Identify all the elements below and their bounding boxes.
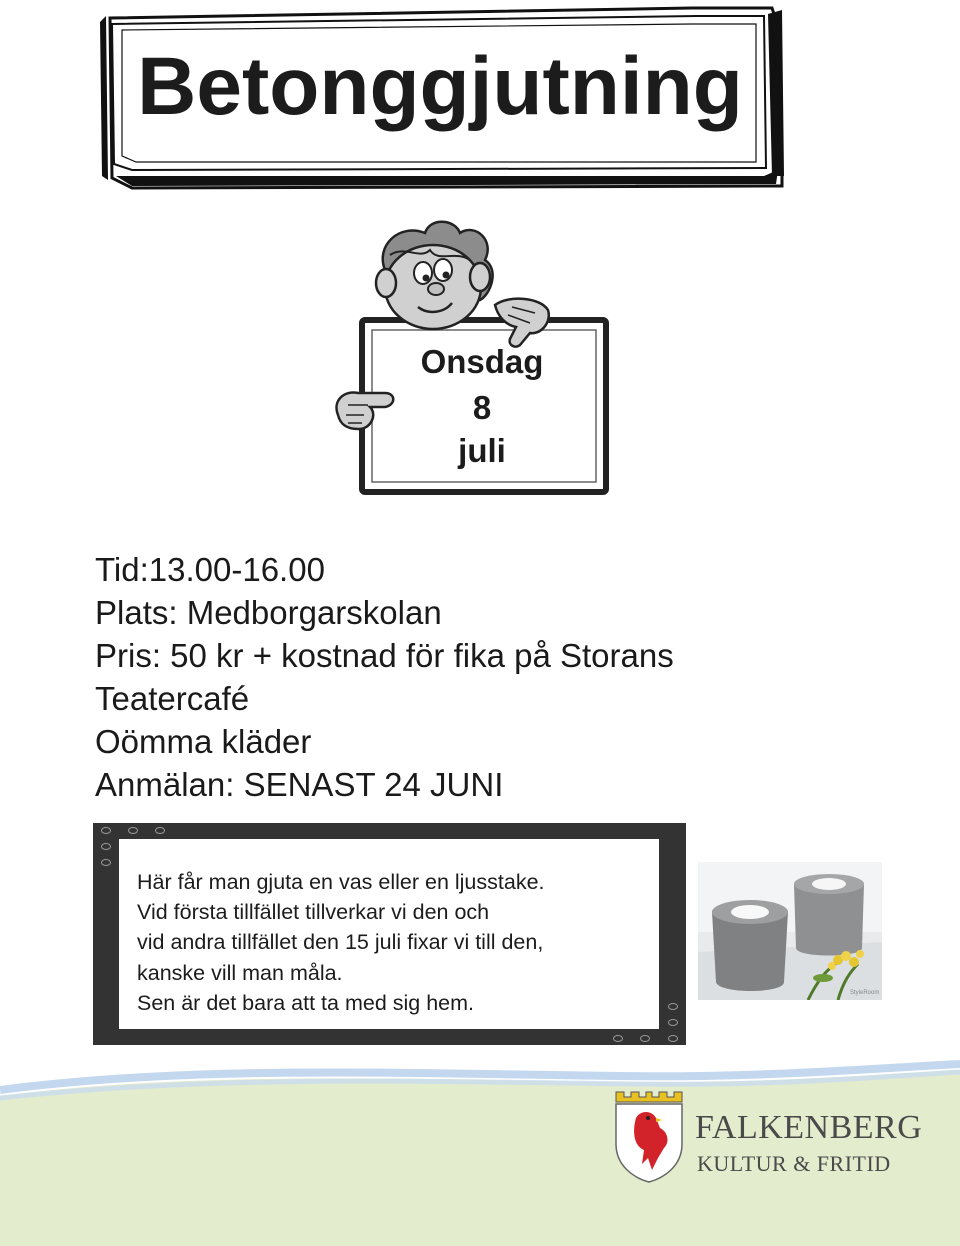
photo-caption: StyleRoom <box>850 990 880 996</box>
page-title: Betonggjutning <box>137 41 743 132</box>
info-price-cont: Teatercafé <box>95 680 250 717</box>
binder-ring-icon <box>101 859 111 866</box>
binder-ring-icon <box>101 827 111 834</box>
info-place: Plats: Medborgarskolan <box>95 594 442 631</box>
logo-subtitle: KULTUR & FRITID <box>697 1151 891 1176</box>
description-line: vid andra tillfället den 15 juli fixar vi till den, <box>137 930 544 955</box>
binder-ring-icon <box>613 1035 623 1042</box>
binder-ring-icon <box>668 1035 678 1042</box>
info-time: Tid:13.00-16.00 <box>95 551 325 588</box>
binder-ring-icon <box>640 1035 650 1042</box>
description-line: kanske vill man måla. <box>137 960 343 985</box>
date-day: 8 <box>472 389 492 426</box>
falkenberg-coat-of-arms-icon <box>612 1088 686 1184</box>
date-month: juli <box>458 432 506 469</box>
binder-ring-icon <box>155 827 165 834</box>
candle-holder-photo <box>698 862 882 1000</box>
event-info <box>95 548 915 806</box>
description-line: Sen är det bara att ta med sig hem. <box>137 990 475 1015</box>
description-line: Vid första tillfället tillverkar vi den och <box>137 900 490 925</box>
info-clothes: Oömma kläder <box>95 723 312 760</box>
info-signup: Anmälan: SENAST 24 JUNI <box>95 766 504 803</box>
description-line: Här får man gjuta en vas eller en ljusstake. <box>137 870 545 894</box>
binder-ring-icon <box>101 843 111 850</box>
binder-ring-icon <box>128 827 138 834</box>
logo-name: FALKENBERG <box>695 1109 923 1146</box>
date-weekday: Onsdag <box>420 343 544 380</box>
binder-ring-icon <box>668 1019 678 1026</box>
info-price: Pris: 50 kr + kostnad för fika på Storans <box>95 637 674 674</box>
description-text <box>137 867 697 1018</box>
